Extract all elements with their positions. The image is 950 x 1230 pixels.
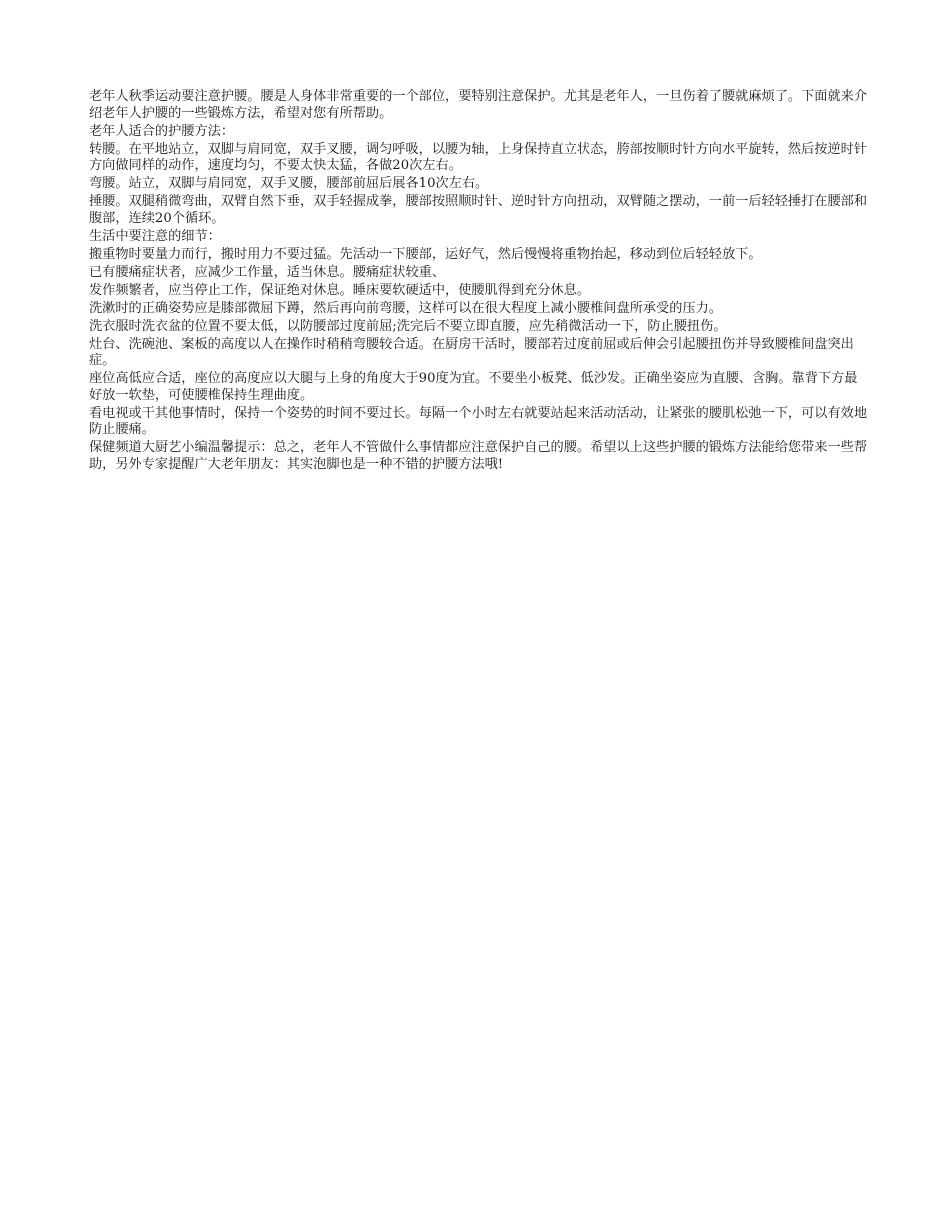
section-heading-methods: 老年人适合的护腰方法： [89,123,235,139]
intro-paragraph: 老年人秋季运动要注意护腰。腰是人身体非常重要的一个部位，要特别注意保护。尤其是老年人，一旦伤着了腰就麻烦了。下面就来介绍老年人护腰的一些锻炼方法，希望对您有所帮助。 [89,89,868,121]
closing-tip: 保健频道大厨艺小编温馨提示：总之，老年人不管做什么事情都应注意保护自己的腰。希望以上这些护腰的锻炼方法能给您带来一些帮助，另外专家提醒广大老年朋友：其实泡脚也是一种不错的护腰方法哦! [89,440,868,472]
document-body [89,89,869,475]
detail-kitchen-height: 灶台、洗碗池、案板的高度以人在操作时稍稍弯腰较合适。在厨房干活时，腰部若过度前屈或后伸会引起腰扭伤并导致腰椎间盘突出症。 [89,336,854,368]
detail-laundry: 洗衣服时洗衣盆的位置不要太低，以防腰部过度前屈;洗完后不要立即直腰，应先稍微活动一下，防止腰扭伤。 [89,318,727,334]
detail-washing-posture: 洗漱时的正确姿势应是膝部微屈下蹲，然后再向前弯腰，这样可以在很大程度上减小腰椎间盘所承受的压力。 [89,300,722,316]
section-heading-details: 生活中要注意的细节： [89,228,221,244]
detail-frequent-attacks: 发作频繁者，应当停止工作，保证绝对休息。睡床要软硬适中，使腰肌得到充分休息。 [89,282,591,298]
detail-back-pain-rest: 已有腰痛症状者，应减少工作量，适当休息。腰痛症状较重、 [89,264,446,280]
detail-posture-duration: 看电视或干其他事情时，保持一个姿势的时间不要过长。每隔一个小时左右就要站起来活动活动，让紧张的腰肌松弛一下，可以有效地防止腰痛。 [89,405,868,437]
method-turn-waist: 转腰。在平地站立，双脚与肩同宽，双手叉腰，调匀呼吸，以腰为轴，上身保持直立状态，胯部按顺时针方向水平旋转，然后按逆时针方向做同样的动作，速度均匀，不要太快太猛，各做20次左右。 [89,141,868,173]
method-bend-waist: 弯腰。站立，双脚与肩同宽，双手叉腰，腰部前屈后展各10次左右。 [89,176,489,191]
detail-seat-height: 座位高低应合适，座位的高度应以大腿与上身的角度大于90度为宜。不要坐小板凳、低沙发。正确坐姿应为直腰、含胸。靠背下方最好放一软垫，可使腰椎保持生理曲度。 [89,371,858,403]
detail-lifting: 搬重物时要量力而行，搬时用力不要过猛。先活动一下腰部，运好气，然后慢慢将重物抬起，移动到位后轻轻放下。 [89,246,762,262]
method-pound-waist: 捶腰。双腿稍微弯曲，双臂自然下垂，双手轻握成拳，腰部按照顺时针、逆时针方向扭动，双臂随之摆动，一前一后轻轻捶打在腰部和腹部，连续20个循环。 [89,194,868,226]
